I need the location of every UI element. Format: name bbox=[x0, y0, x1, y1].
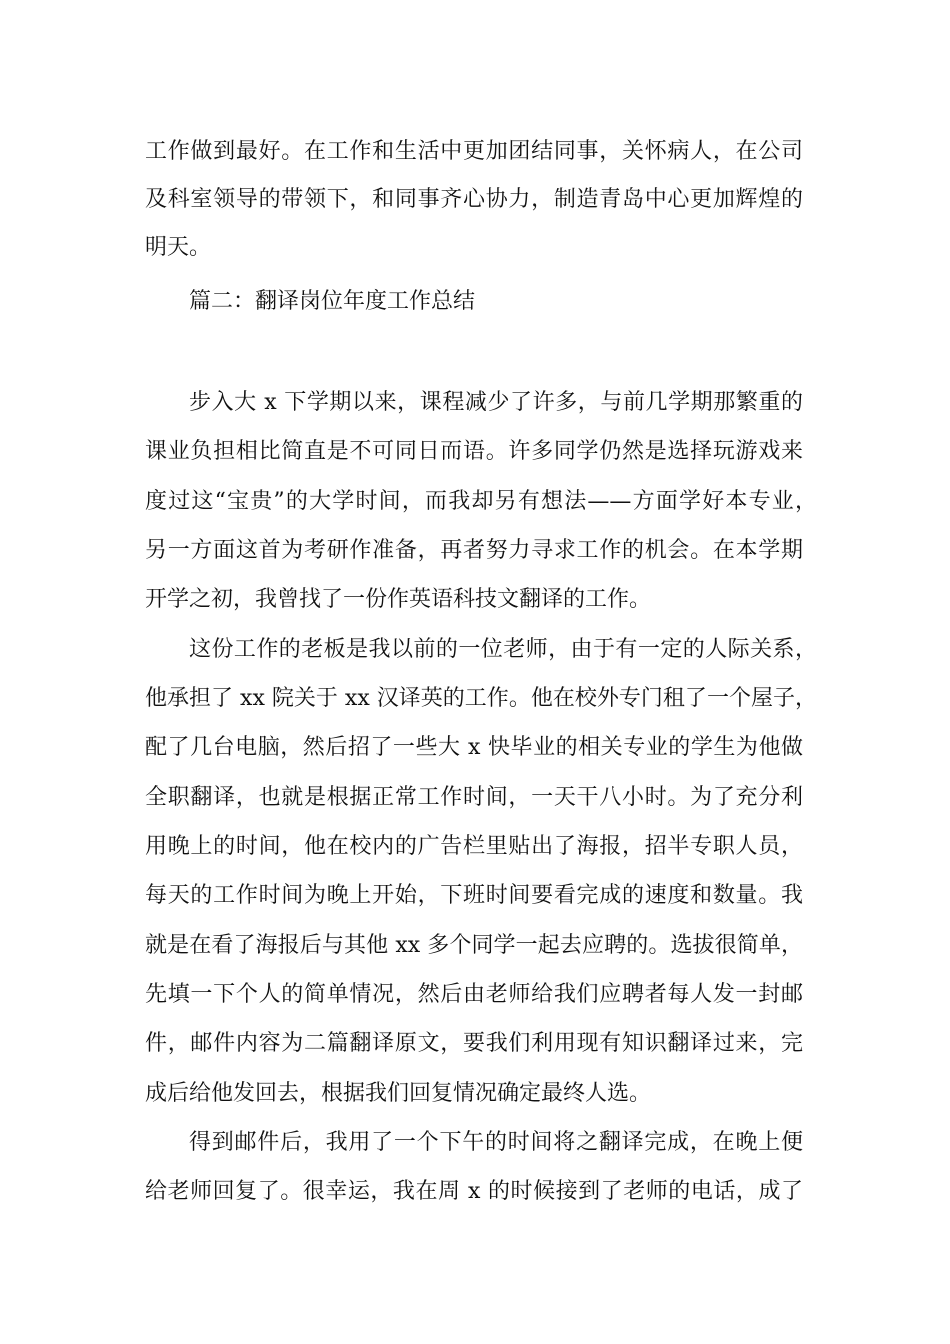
text-line: 他承担了 xx 院关于 xx 汉译英的工作。他在校外专门租了一个屋子， bbox=[145, 686, 817, 711]
text-line: 这份工作的老板是我以前的一位老师，由于有一定的人际关系， bbox=[189, 637, 817, 662]
text-line: 得到邮件后，我用了一个下午的时间将之翻译完成，在晚上便 bbox=[189, 1130, 803, 1155]
text-line: 步入大 x 下学期以来，课程减少了许多，与前几学期那繁重的 bbox=[189, 390, 803, 415]
text-line: 课业负担相比简直是不可同日而语。许多同学仍然是选择玩游戏来 bbox=[145, 439, 803, 464]
text-line: 用晚上的时间，他在校内的广告栏里贴出了海报，招半专职人员， bbox=[145, 834, 803, 859]
text-line: 就是在看了海报后与其他 xx 多个同学一起去应聘的。选拔很简单， bbox=[145, 933, 803, 958]
text-line: 成后给他发回去，根据我们回复情况确定最终人选。 bbox=[145, 1081, 652, 1106]
text-line: 全职翻译，也就是根据正常工作时间，一天干八小时。为了充分利 bbox=[145, 785, 803, 810]
section-heading: 篇二：翻译岗位年度工作总结 bbox=[189, 289, 476, 314]
text-line: 给老师回复了。很幸运，我在周 x 的时候接到了老师的电话，成了 bbox=[145, 1179, 803, 1204]
text-line: 先填一下个人的简单情况，然后由老师给我们应聘者每人发一封邮 bbox=[145, 982, 803, 1007]
text-line: 开学之初，我曾找了一份作英语科技文翻译的工作。 bbox=[145, 587, 652, 612]
text-line: 度过这“宝贵”的大学时间，而我却另有想法——方面学好本专业， bbox=[145, 489, 817, 514]
text-line: 配了几台电脑，然后招了一些大 x 快毕业的相关专业的学生为他做 bbox=[145, 735, 803, 760]
text-line: 明天。 bbox=[145, 235, 212, 260]
text-line: 工作做到最好。在工作和生活中更加团结同事，关怀病人，在公司 bbox=[145, 139, 803, 164]
text-line: 及科室领导的带领下，和同事齐心协力，制造青岛中心更加辉煌的 bbox=[145, 187, 803, 212]
text-line: 每天的工作时间为晚上开始，下班时间要看完成的速度和数量。我 bbox=[145, 883, 803, 908]
text-line: 件，邮件内容为二篇翻译原文，要我们利用现有知识翻译过来，完 bbox=[145, 1031, 803, 1056]
text-line: 另一方面这首为考研作准备，再者努力寻求工作的机会。在本学期 bbox=[145, 538, 803, 563]
